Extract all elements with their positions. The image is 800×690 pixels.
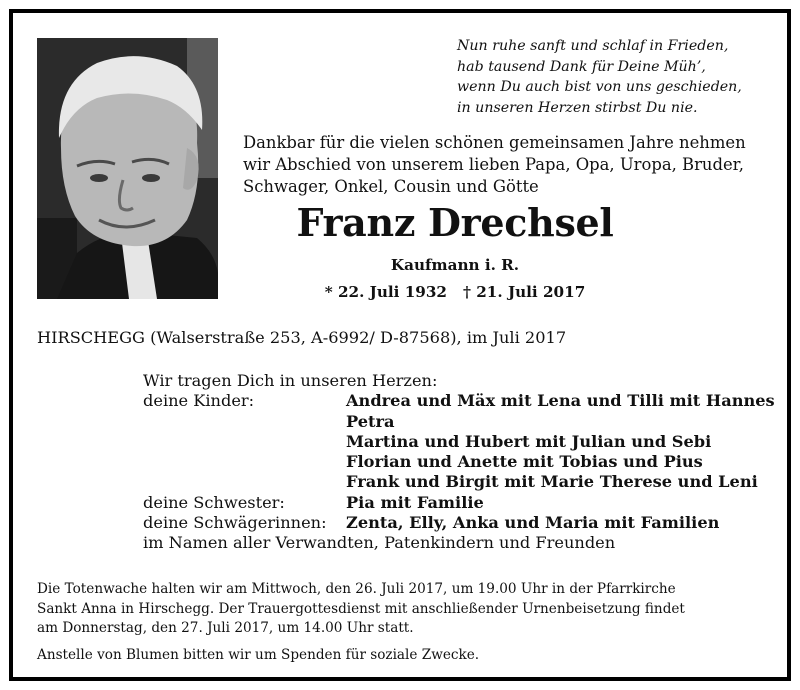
notice-line: am Donnerstag, den 27. Juli 2017, um 14.00 Uhr statt. xyxy=(37,620,414,637)
poem-line: Nun ruhe sanft und schlaf in Frieden, xyxy=(457,38,729,54)
poem-line: in unseren Herzen stirbst Du nie. xyxy=(457,99,698,116)
obituary-frame xyxy=(9,9,791,681)
death-date: † 21. Juli 2017 xyxy=(463,283,586,301)
mourner-names xyxy=(346,513,719,533)
notice-line: Sankt Anna in Hirschegg. Der Trauergottesdienst mit anschließender Urnenbeisetzung findet xyxy=(37,600,685,617)
intro-text xyxy=(243,132,783,198)
mourner-names xyxy=(346,493,484,513)
relation-label: deine Kinder: xyxy=(143,391,255,411)
portrait-photo xyxy=(37,38,218,299)
mourner-name: Andrea und Mäx mit Lena und Tilli mit Hannes xyxy=(346,391,775,411)
portrait-illustration xyxy=(37,38,218,299)
notice-line: Die Totenwache halten wir am Mittwoch, den 26. Juli 2017, um 19.00 Uhr in der Pfarrkirche xyxy=(37,581,676,597)
deceased-title: Kaufmann i. R. xyxy=(390,256,520,274)
relation-label: deine Schwägerinnen: xyxy=(143,513,327,533)
mourner-name: Pia mit Familie xyxy=(346,492,484,512)
mourners-list xyxy=(143,371,783,554)
mourner-names xyxy=(346,391,775,492)
mourner-name: Zenta, Elly, Anka und Maria mit Familien xyxy=(346,513,720,533)
poem-line: wenn Du auch bist von uns geschieden, xyxy=(457,79,742,95)
intro-line: Schwager, Onkel, Cousin und Götte xyxy=(243,177,539,196)
mourners-heading: Wir tragen Dich in unseren Herzen: xyxy=(143,371,438,390)
relation-label: deine Schwester: xyxy=(143,492,285,512)
mourner-name: Frank und Birgit mit Marie Therese und Leni xyxy=(346,472,758,492)
intro-line: Dankbar für die vielen schönen gemeinsamen Jahre nehmen xyxy=(243,133,746,152)
poem-line: hab tausend Dank für Deine Müh’, xyxy=(457,58,706,75)
birth-date: * 22. Juli 1932 xyxy=(324,283,447,301)
deceased-name: Franz Drechsel xyxy=(296,200,614,245)
life-dates xyxy=(243,281,667,303)
mourner-name: Martina und Hubert mit Julian und Sebi xyxy=(346,431,712,451)
mourner-group xyxy=(143,391,783,492)
flowers-note: Anstelle von Blumen bitten wir um Spenden für soziale Zwecke. xyxy=(37,646,480,663)
location-date-line: HIRSCHEGG (Walserstraße 253, A-6992/ D-87568), im Juli 2017 xyxy=(37,328,567,347)
intro-line: wir Abschied von unserem lieben Papa, Opa, Uropa, Bruder, xyxy=(243,155,744,174)
mourner-name: Petra xyxy=(346,411,395,431)
poem xyxy=(457,36,777,118)
mourner-group xyxy=(143,513,783,533)
service-notice xyxy=(37,580,781,665)
mourner-group xyxy=(143,493,783,513)
mourners-closing: im Namen aller Verwandten, Patenkindern und Freunden xyxy=(143,533,616,553)
mourner-name: Florian und Anette mit Tobias und Pius xyxy=(346,452,703,472)
